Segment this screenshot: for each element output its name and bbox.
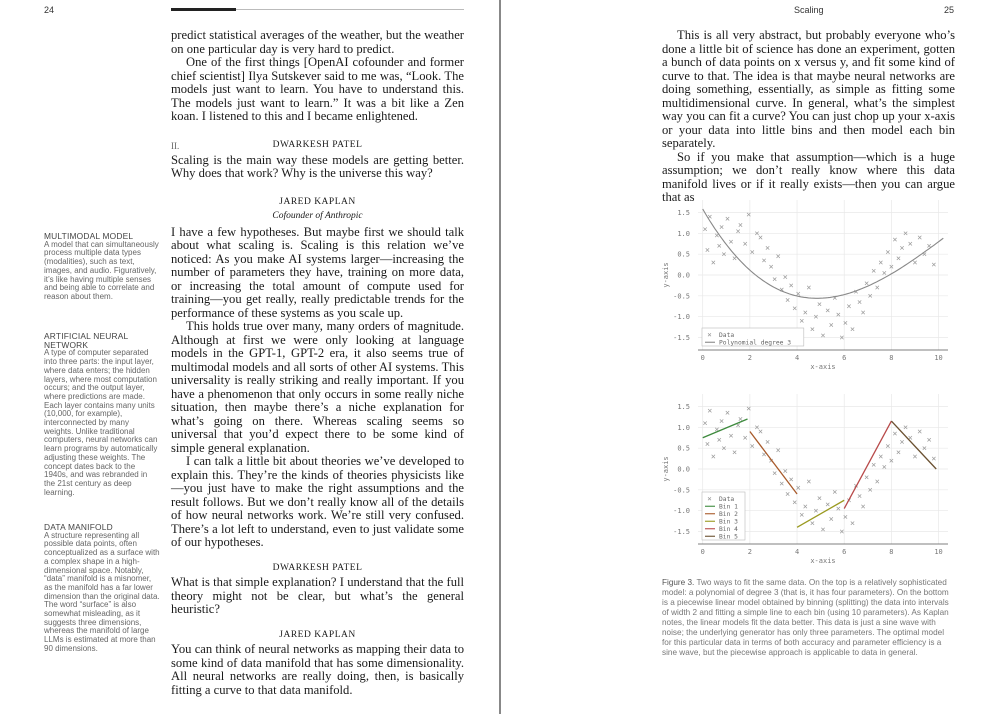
x-axis-label: x-axis — [810, 557, 836, 565]
body-paragraph: So if you make that assumption—which is a huge assumption; we don’t really know where this data manifold lives or if it really exists—then you can argue that as — [662, 149, 955, 204]
question-text: Scaling is the main way these models are getting better. Why does that work? Why is the universe this way? — [171, 152, 464, 180]
section-number: II. — [171, 141, 180, 151]
polynomial-fit-chart — [658, 190, 958, 376]
left-page-number: 24 — [44, 5, 55, 15]
speaker-name: JARED KAPLAN — [279, 196, 356, 207]
x-tick-label: 10 — [934, 548, 943, 556]
legend-label: Bin 5 — [719, 533, 738, 541]
y-tick-label: 0.5 — [677, 250, 690, 259]
legend-label: Bin 2 — [719, 511, 738, 519]
question-text: What is that simple explanation? I understand that the full theory might not be clear, but what’s the general heuristic? — [171, 575, 464, 616]
answer-paragraph: I have a few hypotheses. But maybe first we should talk about what scaling is. Scaling is this relation we’ve noticed: As you make AI systems larger—increasing the number of parameters they have, training on more data, or increasing the total amount of compute used for training—you get really, really predictable trends for the performance of these systems as you scale up. — [171, 224, 464, 320]
right-body — [662, 29, 955, 205]
x-tick-label: 0 — [700, 548, 705, 556]
glossary-entry — [44, 232, 160, 302]
x-tick-label: 4 — [794, 354, 800, 362]
answer-paragraph: You can think of neural networks as mapping their data to some kind of data manifold that has some dimensionality. All neural networks are really doing, then, is basically fitting a curve to that data manifold. — [171, 642, 464, 697]
y-tick-label: 1.0 — [677, 423, 690, 432]
y-tick-label: 1.5 — [677, 403, 690, 411]
speaker-role: Cofounder of Anthropic — [272, 211, 363, 221]
glossary-term: DATA MANIFOLD — [44, 522, 113, 532]
glossary-term: MULTIMODAL MODEL — [44, 231, 134, 241]
right-page-number: 25 — [944, 5, 955, 15]
y-axis-label: y-axis — [662, 456, 670, 482]
answer-paragraph: This holds true over many, many orders of magnitude. Although at first we were only looking at language models in the GPT-1, GPT-2 era, it also seems true of multimodal models and all sorts of other AI systems. This universality is really striking and really important. If you have a phenomenon that only occurs in some really niche situation, then maybe there’s a niche explanation for what’s going on there. Whereas scaling seems so universal that you’d expect there to be some kind of simple general explanation. — [171, 319, 464, 455]
y-tick-label: -1.5 — [673, 334, 690, 342]
page-gutter — [499, 0, 501, 714]
glossary-definition: A type of computer separated into three parts: the input layer, where data enters; the hidden layers, where most computation occurs; and the output layer, where predictions are made. Each layer contains many units (10,000, for example), interconnected by many weights. Unlike traditional computers, neural networks can learn programs by automatically adjusting these weights. The concept dates back to the 1940s, and was rebranded in the 21st century as deep learning. — [44, 348, 158, 497]
body-paragraph: This is all very abstract, but probably everyone who’s done a little bit of science has done an experiment, gotten a bunch of data points on x versus y, and fit some kind of curve to that. The idea is that maybe neural networks are doing something, essentially, as simple as fitting some multidimensional curve. In general, what’s the simplest way you can fit a curve? You can just chop up your x-axis or your data into little bins and then model each bin separately. — [662, 28, 955, 150]
caption-label: Figure 3. — [662, 578, 695, 587]
y-tick-label: 0.0 — [677, 271, 690, 280]
glossary-entry — [44, 332, 160, 497]
intro-paragraph: predict statistical averages of the weather, but the weather on one particular day is very hard to predict. — [171, 28, 464, 56]
running-head: Scaling — [794, 5, 824, 15]
caption-text: Two ways to fit the same data. On the top is a relatively sophisticated model: a polynomial of degree 3 (that is, it has four parameters). On the bottom is a piecewise linear model obtained by binning (splitting) the data into intervals of width 2 and fitting a simple line to each bin (using 10 parameters). As Kaplan notes, the linear models fit the data better. This data is just a sine wave with noise; the underlying generator has only three parameters. The optimal model for this particular data in terms of both accuracy and parameter efficiency is a sine wave, but the piecewise approach is applicable to data in general. — [662, 578, 949, 657]
glossary-definition: A model that can simultaneously process multiple data types (modalities), such as text, images, and audio. Figuratively, it’s like having multiple senses and being able to correlate and reason about them. — [44, 239, 159, 301]
y-tick-label: -0.5 — [673, 486, 690, 495]
legend-label: Data — [719, 496, 735, 504]
x-tick-label: 10 — [934, 354, 943, 362]
y-tick-label: 0.5 — [677, 444, 690, 453]
speaker-name: JARED KAPLAN — [279, 629, 356, 640]
y-axis-label: y-axis — [662, 262, 670, 288]
x-tick-label: 2 — [747, 354, 752, 362]
x-axis-label: x-axis — [810, 363, 836, 371]
legend-label: Bin 4 — [719, 526, 738, 534]
legend-label: Bin 1 — [719, 503, 738, 511]
answer-paragraph: I can talk a little bit about theories we’ve developed to explain this. They’re the kinds of theories physicists like—you just have to make the right assumptions and the result follows. But we don’t really know all of the details of how neural networks work. We’re still very confused. There’s a lot left to understand, even to just validate some of our hypotheses. — [171, 454, 464, 549]
piecewise-fit-chart — [658, 384, 958, 570]
y-tick-label: 1.5 — [677, 209, 690, 217]
y-tick-label: -1.0 — [673, 313, 690, 322]
glossary-definition: A structure representing all possible data points, often conceptualized as a surface with a complex shape in a high-dimensional space. Notably, “data” manifold is a misnomer, as the manifold has a far lower dimension than the original data. The word “surface” is also somewhat misleading, as it suggests three dimensions, whereas the manifold of large LLMs is estimated at more than 90 dimensions. — [44, 530, 160, 653]
x-tick-label: 0 — [700, 354, 705, 362]
legend-label: Polynomial degree 3 — [719, 339, 792, 347]
y-tick-label: 0.0 — [677, 465, 690, 474]
legend-label: Bin 3 — [719, 518, 738, 526]
glossary-term: ARTIFICIAL NEURAL NETWORK — [44, 331, 129, 350]
x-tick-label: 6 — [842, 548, 847, 556]
y-tick-label: -1.0 — [673, 507, 690, 516]
speaker-name: DWARKESH PATEL — [272, 140, 363, 150]
y-tick-label: 1.0 — [677, 229, 690, 238]
figure-caption — [662, 578, 952, 658]
y-tick-label: -1.5 — [673, 528, 690, 536]
x-tick-label: 8 — [889, 354, 894, 362]
intro-paragraph: One of the first things [OpenAI cofounder and former chief scientist] Ilya Sutskever said to me was, “Look. The models just want to learn. You have to understand this. The models just want to learn.” It was a bit like a Zen koan. I listened to this and I became enlightened. — [171, 55, 464, 123]
x-tick-label: 6 — [842, 354, 847, 362]
left-dialogue — [171, 139, 464, 697]
speaker-name: DWARKESH PATEL — [272, 562, 363, 573]
x-tick-label: 8 — [889, 548, 894, 556]
x-tick-label: 2 — [747, 548, 752, 556]
glossary-entry — [44, 523, 160, 654]
y-tick-label: -0.5 — [673, 292, 690, 301]
left-intro — [171, 29, 464, 124]
legend-label: Data — [719, 332, 735, 340]
x-tick-label: 4 — [794, 548, 800, 556]
header-rule — [236, 9, 464, 10]
header-rule-accent — [171, 8, 236, 11]
